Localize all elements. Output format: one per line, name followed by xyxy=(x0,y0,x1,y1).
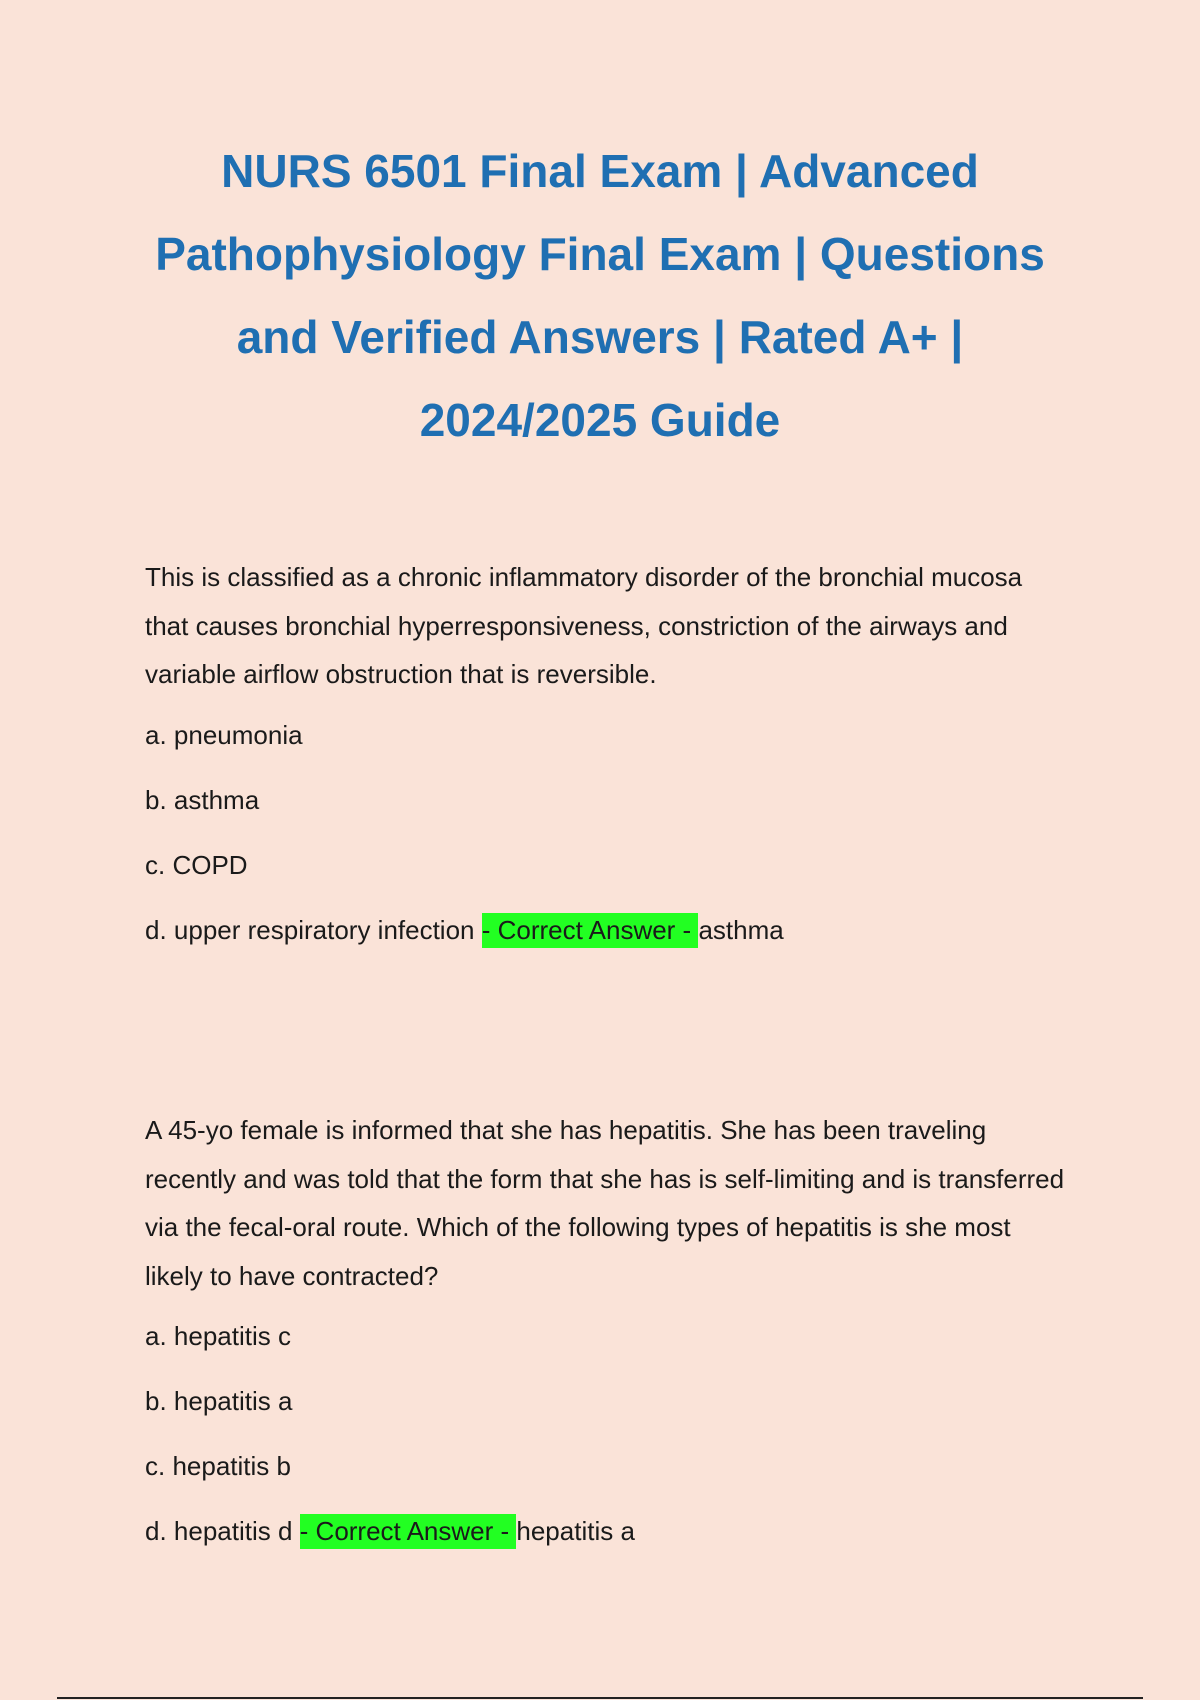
option-d: d. hepatitis d xyxy=(145,1516,300,1546)
option-c: c. hepatitis b xyxy=(145,1451,291,1481)
option-a: a. pneumonia xyxy=(145,719,303,750)
answer-options xyxy=(145,715,1065,950)
correct-answer-text: asthma xyxy=(698,914,784,945)
correct-answer-marker: - Correct Answer - xyxy=(482,913,699,948)
document-title: NURS 6501 Final Exam | Advanced Pathophysiology Final Exam | Questions and Verified Answers | Rated A+ | 2024/2025 Guide xyxy=(155,145,1045,446)
option-d-with-answer xyxy=(145,1511,1065,1551)
footer-divider xyxy=(57,1697,1143,1699)
question-1 xyxy=(145,553,1065,975)
option-b: b. asthma xyxy=(145,784,260,815)
answer-options xyxy=(145,1316,1065,1551)
question-stem: A 45-yo female is informed that she has hepatitis. She has been traveling recently and was told that the form that she has is self-limiting and is transferred via the fecal-oral route. Which of the following types of hepatitis is she most likely to have contracted? xyxy=(145,1115,1065,1291)
option-d-with-answer xyxy=(145,910,1065,950)
option-a: a. hepatitis c xyxy=(145,1321,291,1351)
option-c: c. COPD xyxy=(145,849,248,880)
question-2 xyxy=(145,1106,1065,1576)
question-stem: This is classified as a chronic inflammatory disorder of the bronchial mucosa that causes bronchial hyperresponsiveness, constriction of the airways and variable airflow obstruction that is reversible. xyxy=(145,562,1023,689)
correct-answer-text: hepatitis a xyxy=(516,1516,635,1546)
option-d: d. upper respiratory infection xyxy=(145,914,482,945)
option-b: b. hepatitis a xyxy=(145,1386,293,1416)
correct-answer-marker: - Correct Answer - xyxy=(300,1514,517,1549)
